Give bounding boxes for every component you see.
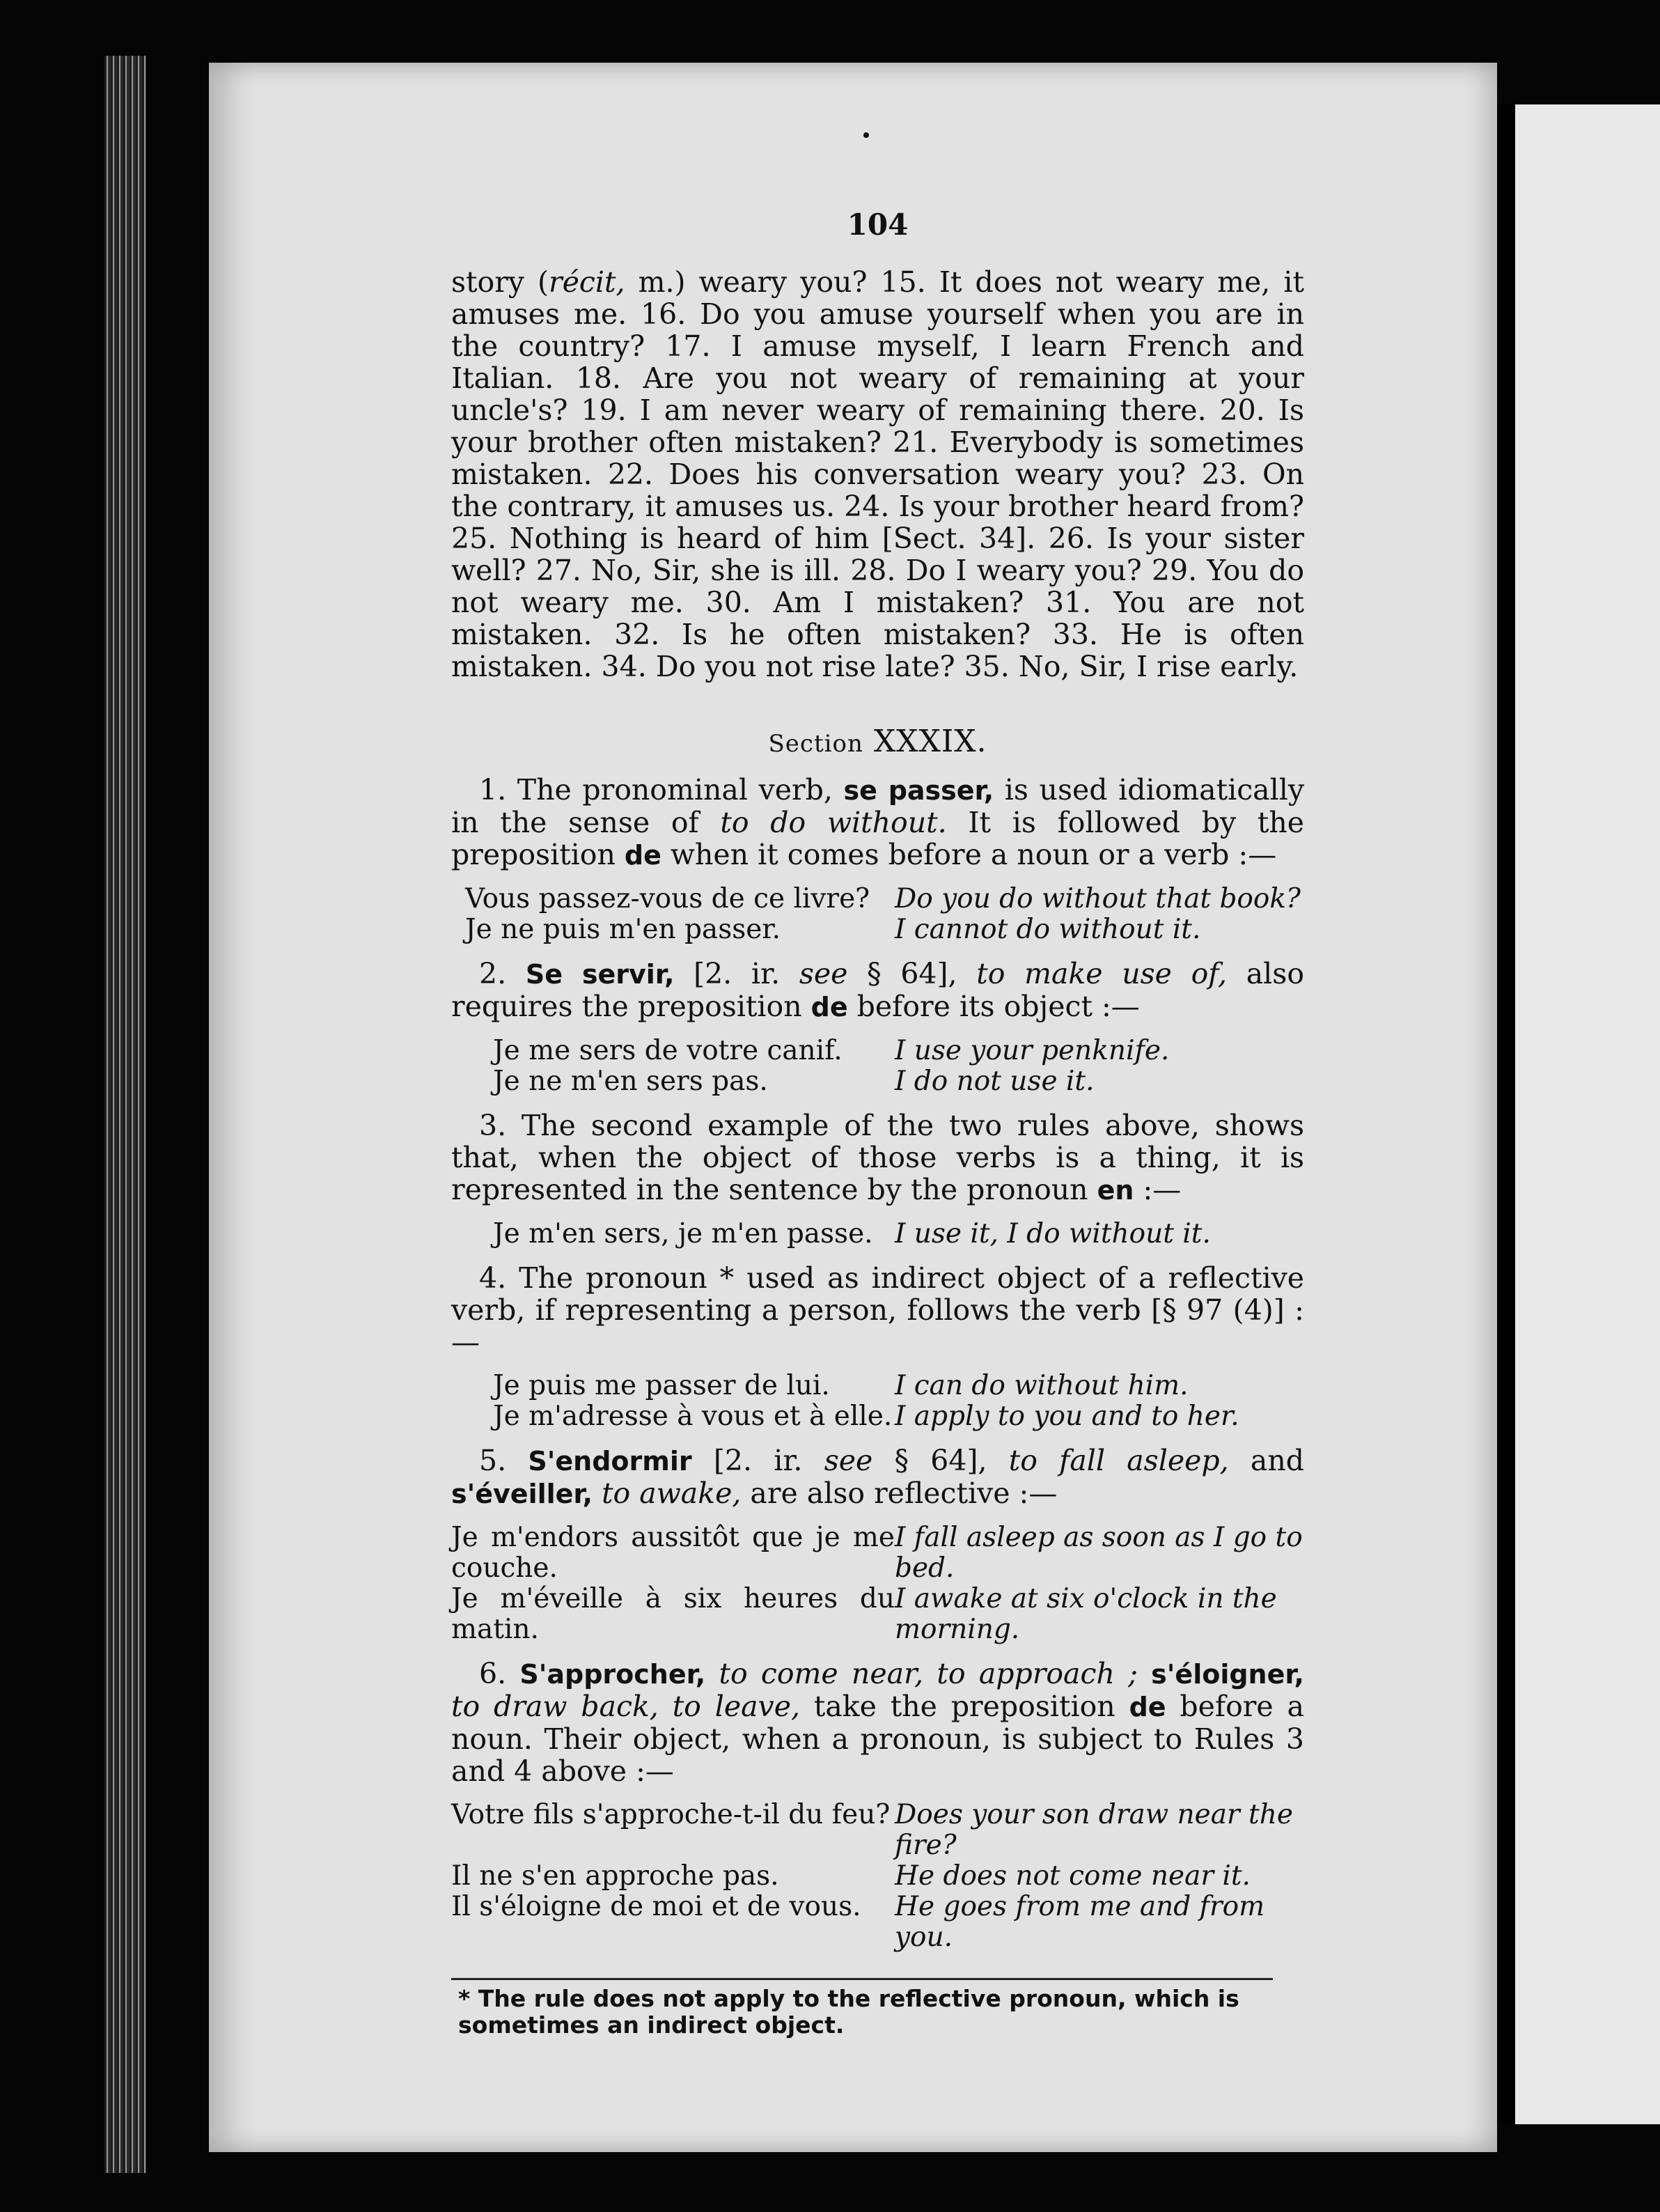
book-spine-edge [104,56,146,2173]
example-row: Je m'endors aussitôt que je me couche. I fall asleep as soon as I go to bed. [451,1522,1303,1584]
example-row: Je m'adresse à vous et à elle. I apply to you and to her. [493,1401,1239,1432]
page-content [451,209,1304,2039]
example-table-1 [451,884,1304,945]
section-heading: Section XXXIX. [768,724,987,759]
rule-1: 1. The pronominal verb, se passer, is used idiomatically in the sense of to do without. It is followed by the preposition de when it comes before a noun or a verb :— [451,773,1304,871]
footnote: * The rule does not apply to the reflective pronoun, which is sometimes an indirect object. [458,1985,1239,2039]
example-row: Il s'éloigne de moi et de vous. He goes from me and from you. [451,1891,1265,1953]
facing-page-edge [1497,104,1660,2124]
example-table-4 [451,1371,1304,1432]
exercise-paragraph: story (récit, m.) weary you? 15. It does not weary me, it amuses me. 16. Do you amuse yourself when you are in the country? 17. I amuse myself, I learn French and Italian. 18. Are you not weary of remaining at your uncle's? 19. I am never weary of remaining there. 20. Is your brother often mistaken? 21. Everybody is sometimes mistaken. 22. Does his conversation weary you? 23. On the contrary, it amuses us. 24. Is your brother heard from? 25. Nothing is heard of him [Sect. 34]. 26. Is your sister well? 27. No, Sir, she is ill. 28. Do I weary you? 29. You do not weary me. 30. Am I mistaken? 31. You are not mistaken. 32. Is he often mistaken? 33. He is often mistaken. 34. Do you not rise late? 35. No, Sir, I rise early. [451,265,1304,683]
example-row: Votre fils s'approche-t-il du feu? Does your son draw near the fire? [451,1799,1293,1861]
rule-2: 2. Se servir, [2. ir. see § 64], to make use of, also requires the preposition de before its object :— [451,957,1305,1023]
ink-speck [863,132,869,138]
rule-3: 3. The second example of the two rules above, shows that, when the object of those verbs is a thing, it is represented in the sentence by the pronoun en :— [451,1109,1304,1206]
rule-4: 4. The pronoun * used as indirect object of a reflective verb, if representing a person, follows the verb [§ 97 (4)] :— [451,1261,1304,1359]
rule-6: 6. S'approcher, to come near, to approach ; s'éloigner, to draw back, to leave, take the preposition de before a noun. Their object, when a pronoun, is subject to Rules 3 and 4 above :— [451,1657,1304,1788]
page-number: 104 [847,208,909,242]
example-table-5 [451,1522,1304,1645]
example-row: Je ne m'en sers pas. I do not use it. [493,1066,1095,1097]
example-row: Je m'éveille à six heures du matin. I awake at six o'clock in the morning. [451,1583,1277,1645]
footnote-divider [451,1978,1273,1980]
rule-5: 5. S'endormir [2. ir. see § 64], to fall asleep, and s'éveiller, to awake, are also reflective :— [451,1444,1304,1510]
example-table-6 [451,1800,1304,1953]
example-row: Je ne puis m'en passer. I cannot do without it. [465,914,1201,945]
example-row: Il ne s'en approche pas. He does not come near it. [451,1860,1251,1892]
example-row: Je me sers de votre canif. I use your penknife. [493,1035,1170,1066]
example-table-3 [451,1219,1304,1249]
example-row: Je puis me passer de lui. I can do without him. [493,1370,1189,1401]
example-row: Je m'en sers, je m'en passe. I use it, I do without it. [493,1218,1211,1249]
example-row: Vous passez-vous de ce livre? Do you do without that book? [465,883,1301,914]
example-table-2 [451,1036,1304,1097]
